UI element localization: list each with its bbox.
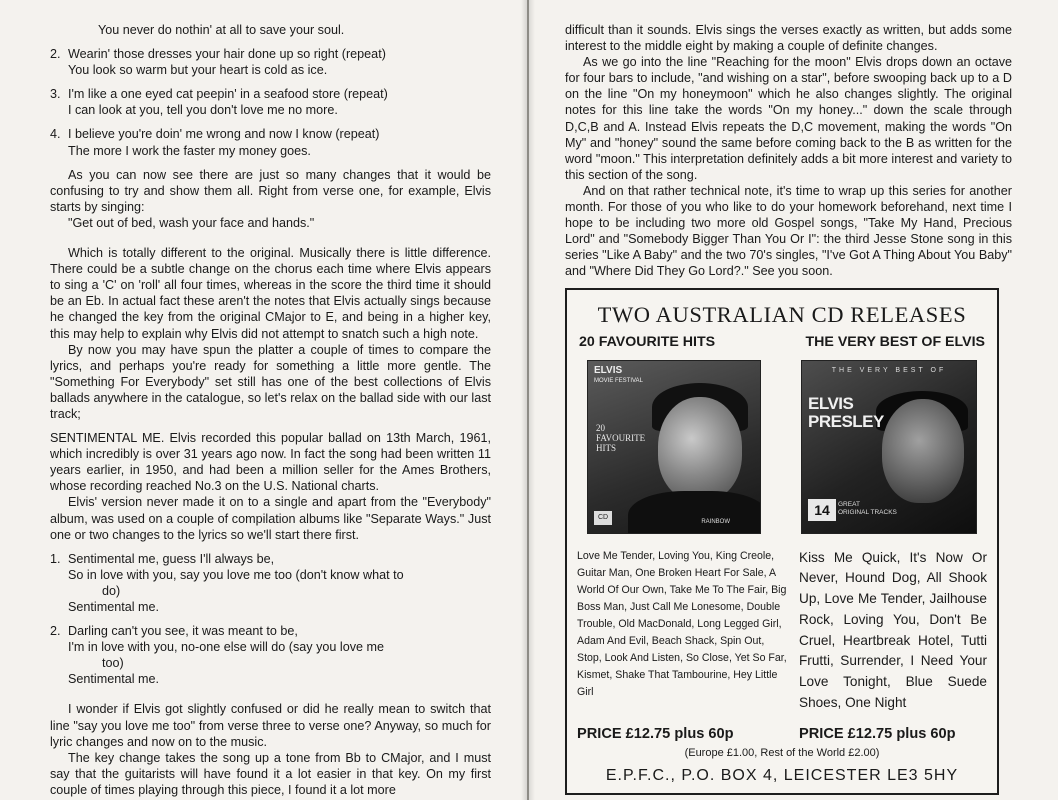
track-list-1: Love Me Tender, Loving You, King Creole, Guitar Man, One Broken Heart For Sale, A World Of Our Own, Take Me To The Fair, Big Boss Man, Just Call Me Lonesome, Double Trouble, Old MacDonald, Long Legged Girl, Adam And Evil, Beach Shack, Spin Out, Stop, Look And Listen, So Close, Yet So Far, Kismet, Shake That Tambourine, Hey Little Girl (577, 549, 787, 698)
sentimental-verse-2 (50, 623, 491, 687)
face-shape (882, 399, 964, 503)
badge-text-line: ORIGINAL TRACKS (838, 508, 897, 516)
verse-line: too) (102, 656, 124, 671)
paragraph: difficult than it sounds. Elvis sings the verses exactly as written, but adds some interest to the middle eight by making a couple of definite changes. (565, 23, 1012, 54)
verse-line: The more I work the faster my money goes. (68, 143, 311, 158)
left-page-text (50, 22, 491, 798)
verse-line: You look so warm but your heart is cold as ice. (68, 63, 328, 78)
paragraph: And on that rather technical note, it's time to wrap up this series for another month. For those of you who like to do your homework beforehand, next time I hope to be including two more old Gospel songs, "Take My Hand, Precious Lord" and "Somebody Bigger Than You Or I": the third Jesse Stone song in this series "Like A Baby" and the two 70's singles, "I've Got A Thing About You Baby" and "Where Did They Go Lord?." See you soon. (565, 183, 1012, 279)
paragraph: Which is totally different to the original. Musically there is little difference. There could be a subtle change on the chorus each time where Elvis appears to sing a 'C' on 'roll' all four times, whereas in the score the third time it should be an Eb. In actual fact these aren't the notes that Elvis actually sings because he changed the key from the original CMajor to E, and being in a higher key, this may help to explain why Elvis did not attempt to snatch such a high note. (50, 246, 491, 341)
order-address: E.P.F.C., P.O. BOX 4, LEICESTER LE3 5HY (605, 766, 959, 784)
price-2: PRICE £12.75 plus 60p (799, 725, 956, 742)
right-page-text (565, 22, 1012, 280)
verse-line: Darling can't you see, it was meant to be, (68, 624, 298, 639)
verse-line: I believe you're doin' me wrong and now I know (repeat) (68, 127, 380, 142)
cover-name (808, 395, 884, 431)
paragraph: Elvis' version never made it on to a single and apart from the "Everybody" album, was used on a couple of compilation albums like "Separate Ways." Just one or two changes to the lyrics so we'll start there first. (50, 495, 491, 542)
left-page (0, 0, 527, 800)
sentimental-verse-1 (50, 551, 491, 615)
paragraph: I wonder if Elvis got slightly confused or did he really mean to switch that line "say you love me too" from verse three to verse one? Anyway, so much for lyric changes and now on to the music. (50, 702, 491, 749)
shirt-shape (628, 491, 761, 534)
cd-cover-20-favourite-hits (587, 360, 761, 534)
verse-number: 3. (50, 87, 61, 102)
verse-line: I can look at you, tell you don't love me no more. (68, 103, 338, 118)
verse-line: You never do nothin' at all to save your soul. (98, 23, 345, 37)
cover-label (596, 423, 645, 453)
cover-name-line: PRESLEY (808, 411, 884, 431)
cover-brand (594, 365, 643, 387)
verse-line: do) (102, 583, 121, 598)
verse-2 (50, 46, 491, 78)
cover-name-line: ELVIS (808, 393, 854, 413)
verse-line: Sentimental me, guess I'll always be, (68, 551, 275, 566)
cd-advert (565, 288, 999, 795)
cover-label-line: HITS (596, 442, 616, 453)
badge-text-line: GREAT (838, 500, 860, 508)
track-lists (577, 548, 987, 714)
verse-3 (50, 86, 491, 118)
right-page (529, 0, 1058, 800)
verse-line: Sentimental me. (68, 600, 159, 614)
price-1: PRICE £12.75 plus 60p (577, 725, 734, 742)
verse-line: I'm in love with you, no-one else will do (say you love me (68, 640, 384, 655)
paragraph: The key change takes the song up a tone from Bb to CMajor, and I must say that the guitarists will have found it a lot easier in that key. On my first couple of times playing through this piece, I found it a lot more (50, 750, 491, 797)
postage-note: (Europe £1.00, Rest of the World £2.00) (684, 746, 880, 759)
label-logo: RAINBOW (701, 518, 730, 525)
paragraph: By now you may have spun the platter a couple of times to compare the lyrics, and perhaps you're ready for something a little more gentle. The "Something For Everybody" set still has one of the best collections of Elvis ballads anywhere in the catalogue, so let's relax on the ballad side with our last track; (50, 342, 491, 421)
verse-line: Wearin' those dresses your hair done up so right (repeat) (68, 47, 386, 62)
verse-line: Sentimental me. (68, 672, 159, 687)
cover-top-text: THE VERY BEST OF (831, 366, 947, 374)
verse-number: 2. (50, 47, 61, 62)
prices (577, 726, 987, 742)
advert-subtitle-1: 20 FAVOURITE HITS (579, 333, 716, 350)
paragraph: As we go into the line "Reaching for the moon" Elvis drops down an octave for four bars to include, "and wishing on a star", before swooping back up to a D on the line "On my honeymoon" which he also changes slightly. The original notes for this line take the words "On my honey..." down the scale through D,C,B and A. Instead Elvis repeats the D,C movement, making the words "On My" and "honey" sound the same before coming back to the B as written for the word "moon." This interpretation definitely adds a bit more interest and variety to this section of the song. (565, 55, 1012, 182)
advert-subtitles (577, 334, 987, 350)
cd-cover-very-best-of-elvis (801, 360, 977, 534)
track-list-2: Kiss Me Quick, It's Now Or Never, Hound Dog, All Shook Up, Love Me Tender, Jailhouse Rock, Loving You, Don't Be Cruel, Heartbreak Hotel, Tutti Frutti, Surrender, I Need Your Love Tonight, Blue Suede Shoes, One Night (799, 549, 987, 711)
advert-subtitle-2: THE VERY BEST OF ELVIS (805, 333, 985, 350)
paragraph: As you can now see there are just so many changes that it would be confusing to try and show them all. Right from verse one, for example, Elvis starts by singing: (50, 167, 491, 214)
track-count-badge: 14 (808, 499, 836, 521)
cover-brand-sub: MOVIE FESTIVAL (594, 377, 643, 384)
quote: "Get out of bed, wash your face and hands." (68, 215, 315, 230)
verse-line: I'm like a one eyed cat peepin' in a seafood store (repeat) (68, 87, 388, 102)
cd-covers (587, 360, 977, 534)
verse-number: 4. (50, 127, 61, 142)
cd-logo-icon: CD (594, 511, 612, 525)
advert-title: TWO AUSTRALIAN CD RELEASES (597, 301, 967, 327)
verse-line: So in love with you, say you love me too (don't know what to (68, 567, 404, 582)
verse-4 (50, 126, 491, 158)
cover-brand-text: ELVIS (594, 364, 623, 376)
badge-text (838, 501, 897, 517)
paragraph: SENTIMENTAL ME. Elvis recorded this popular ballad on 13th March, 1961, which incredibly is over 31 years ago now. In fact the song had been written 11 years earlier, in 1950, and had been a million seller for the Ames Brothers, whose recording reached No.3 on the U.S. National charts. (50, 431, 491, 494)
verse-number: 2. (50, 624, 61, 639)
verse-number: 1. (50, 551, 61, 566)
cover-label-line: FAVOURITE (596, 432, 646, 443)
face-shape (658, 397, 742, 501)
cover-label-line: 20 (596, 422, 605, 433)
